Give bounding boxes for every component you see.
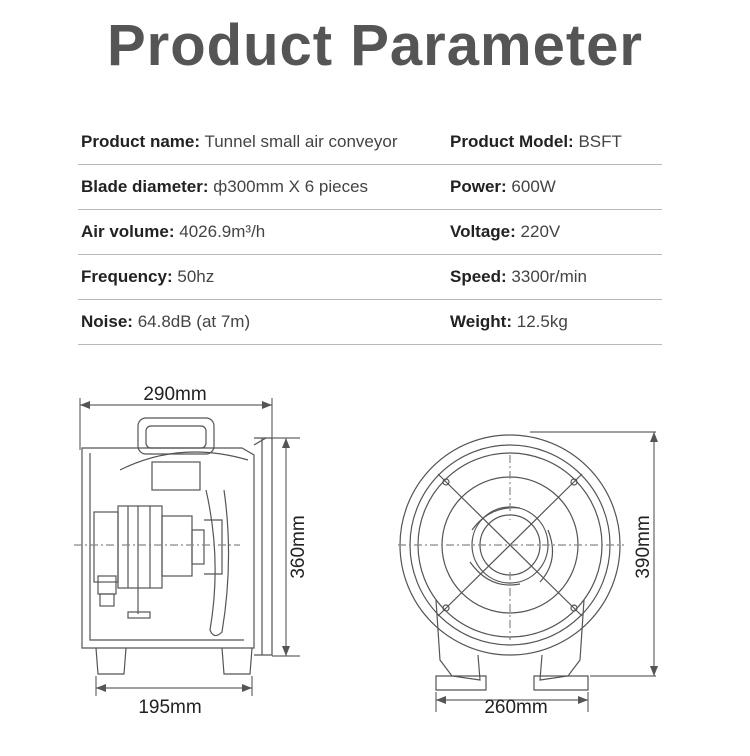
dimension-drawing: [0, 370, 750, 756]
spec-label: Blade diameter:: [81, 177, 209, 196]
spec-row: [78, 255, 662, 300]
spec-value: 600W: [506, 177, 556, 196]
spec-value: BSFT: [573, 132, 622, 151]
spec-table: [78, 120, 662, 345]
spec-value: Tunnel small air conveyor: [200, 132, 398, 151]
spec-power: [450, 165, 556, 209]
spec-weight: [450, 300, 568, 344]
spec-value: ф300mm X 6 pieces: [208, 177, 369, 196]
dim-front-base: 260mm: [484, 697, 548, 718]
spec-label: Frequency:: [81, 267, 173, 286]
dim-side-width: 290mm: [143, 384, 207, 405]
spec-noise: [81, 300, 250, 344]
spec-label: Product Model:: [450, 132, 574, 151]
spec-blade-diameter: [81, 165, 368, 209]
spec-label: Voltage:: [450, 222, 516, 241]
spec-air-volume: [81, 210, 265, 254]
spec-label: Power:: [450, 177, 507, 196]
spec-voltage: [450, 210, 560, 254]
spec-value: 4026.9m³/h: [174, 222, 266, 241]
page-title: Product Parameter: [107, 13, 643, 78]
spec-label: Noise:: [81, 312, 133, 331]
spec-value: 3300r/min: [506, 267, 588, 286]
spec-row: [78, 210, 662, 255]
spec-label: Air volume:: [81, 222, 175, 241]
spec-product-name: [81, 120, 398, 164]
spec-row: [78, 300, 662, 345]
spec-value: 50hz: [172, 267, 215, 286]
spec-label: Weight:: [450, 312, 513, 331]
dim-front-height: 390mm: [633, 515, 654, 579]
spec-value: 12.5kg: [512, 312, 568, 331]
spec-row: [78, 165, 662, 210]
spec-label: Product name:: [81, 132, 201, 151]
side-view-illustration: [74, 398, 300, 696]
dim-side-height: 360mm: [288, 515, 309, 579]
front-view-illustration: [398, 432, 656, 712]
spec-speed: [450, 255, 587, 299]
spec-value: 220V: [515, 222, 561, 241]
spec-value: 64.8dB (at 7m): [132, 312, 251, 331]
spec-product-model: [450, 120, 622, 164]
dim-side-base: 195mm: [138, 697, 202, 718]
spec-label: Speed:: [450, 267, 507, 286]
spec-row: [78, 120, 662, 165]
spec-frequency: [81, 255, 214, 299]
